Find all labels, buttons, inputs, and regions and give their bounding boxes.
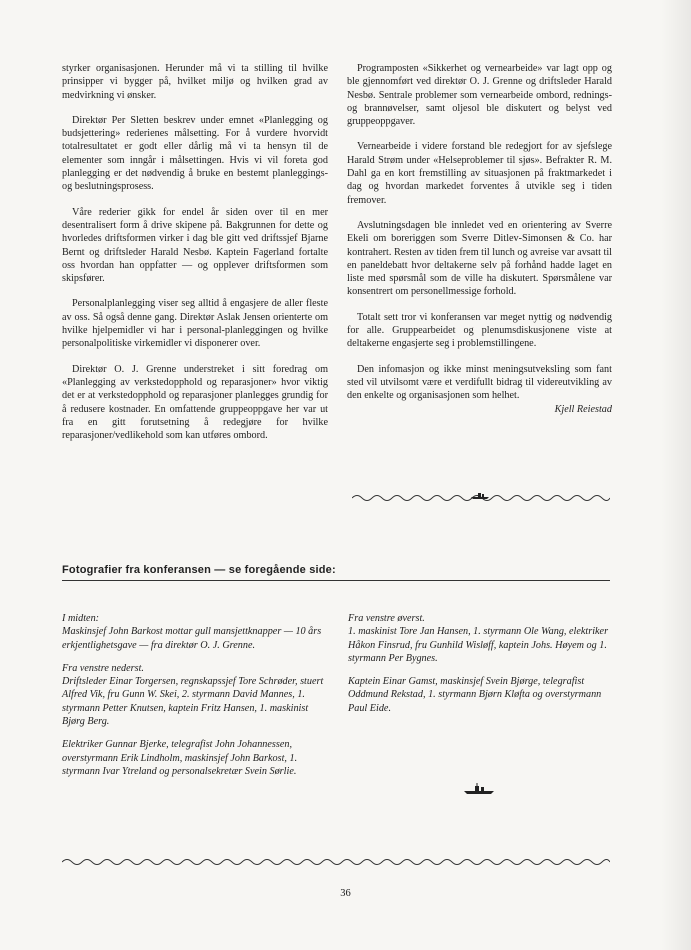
photo-caption: I midten: Maskinsjef John Barkost mottar gull mansjettknapper — 10 års erkjentlighetsgave — fra direktør O. J. Grenne. <box>62 613 322 651</box>
article-paragraph: Våre rederier gikk for endel år siden over til en mer desentralisert form å drive skipene på. Bakgrunnen for dette og hvorledes driftsformen virker i dag ble gitt ved driftssjef Bjarne Bernt og driftsleder Harald Nesbø. Kaptein Fagerland fortalte oss hvordan han oppfatter — og opplever driftsformen som skipsfører. <box>62 206 328 285</box>
photo-caption: Elektriker Gunnar Bjerke, telegrafist John Johannessen, overstyrmann Erik Lindholm, maskinsjef John Barkost, 1. styrmann Ivar Ytreland og personalsekretær Svein Sørlie. <box>62 739 298 777</box>
article-paragraph: Direktør Per Sletten beskrev under emnet «Planlegging og budsjettering» rederienes målsetting. For å vurdere hvorvidt totalresultatet er godt eller dårlig må vi ta hensyn til de elementer som inngår i målsettingen. Hvis vi vil foreta god planlegging er det nødvendig å bruke en bestemt planleggings- og beslutningsprosess. <box>62 114 328 193</box>
wave-divider-icon <box>62 856 610 866</box>
photo-section-title: Fotografier fra konferansen — se foregående side: <box>62 564 336 576</box>
photo-caption: Fra venstre øverst. 1. maskinist Tore Jan Hansen, 1. styrmann Ole Wang, elektriker Håkon Finsrud, fru Gunhild Wisløff, kaptein Johs. Høyem og 1. styrmann Per Bygnes. <box>348 613 609 664</box>
ship-icon <box>470 490 490 500</box>
article-paragraph: Avslutningsdagen ble innledet ved en orientering av Sverre Ekeli om boreriggen som Sverre Ditlev-Simonsen & Co. har kontrahert. Resten av tiden frem til lunch og avreise var avsatt til en paneldebatt hvor deltakerne selv på forhånd hadde laget en liste med spørsmål som de ville ha diskutert. Spørsmålene var konsentrert om personellmessige forhold. <box>347 219 612 298</box>
photo-captions-right <box>348 612 612 725</box>
photo-caption: Fra venstre nederst. Driftsleder Einar Torgersen, regnskapssjef Tore Schrøder, stuert Alfred Vik, fru Gunn W. Skei, 2. styrmann David Mannes, 1. styrmann Petter Knutsen, kaptein Fritz Hansen, 1. maskinist Bjørg Berg. <box>62 662 324 728</box>
article-paragraph: Personalplanlegging viser seg alltid å engasjere de aller fleste av oss. Så også denne gang. Direktør Aslak Jensen orienterte om hvilke hjelpemidler vi har i personal-planleggingen og hvilke personalpolitiske virkemidler vi disponerer over. <box>62 298 328 350</box>
article-paragraph: Programposten «Sikkerhet og vernearbeide» var lagt opp og ble gjennomført ved direktør O. J. Grenne og driftsleder Harald Nesbø. Sentrale problemer som vernearbeide ombord, rednings- og brannøvelser, samt oljesol ble diskutert og belyst ved gruppeoppgaver. <box>347 63 612 128</box>
article-paragraph: styrker organisasjonen. Herunder må vi ta stilling til hvilke prinsipper vi bygger på, hvilket miljø og hvilken grad av medvirkning vi ønsker. <box>62 63 328 101</box>
ship-icon <box>464 783 494 795</box>
page-number: 36 <box>340 888 351 899</box>
article-right-column <box>347 62 612 416</box>
article-signature: Kjell Reiestad <box>554 403 612 415</box>
section-rule <box>62 580 610 581</box>
photo-captions-left <box>62 612 330 788</box>
article-paragraph: Vernearbeide i videre forstand ble redegjort for av sjefslege Harald Strøm under «Helseproblemer til sjøs». Befrakter R. M. Dahl ga en kort fremstilling av situasjonen på fraktmarkedet i dag og hvordan markedet forventes å utvikle seg i tiden fremover. <box>347 141 612 206</box>
article-paragraph: Direktør O. J. Grenne understreket i sitt foredrag om «Planlegging av verkstedopphold og reparasjoner» hvor viktig det er at verkstedopphold og reparasjoner planlegges grundig for å redusere kostnader. En omfattende gruppeoppgave her var ut fra en gitt forutsetning å redegjøre for hvilke reparasjoner/vedlikehold som kan utføres ombord. <box>62 363 328 442</box>
page-edge-shadow <box>661 0 691 950</box>
photo-caption: Kaptein Einar Gamst, maskinsjef Svein Bjørge, telegrafist Oddmund Rekstad, 1. styrmann Bjørn Kløfta og overstyrmann Paul Eide. <box>348 676 602 714</box>
article-paragraph: Den infomasjon og ikke minst meningsutveksling som fant sted vil utvilsomt være et verdifullt bidrag til videreutvikling av den enkelte og organisasjonen som helhet. <box>347 363 612 402</box>
article-left-column <box>62 62 328 454</box>
article-paragraph: Totalt sett tror vi konferansen var meget nyttig og nødvendig for alle. Gruppearbeidet og plenumsdiskusjonene viste at deltakerne engasjerte seg i problemstillingene. <box>347 311 612 350</box>
